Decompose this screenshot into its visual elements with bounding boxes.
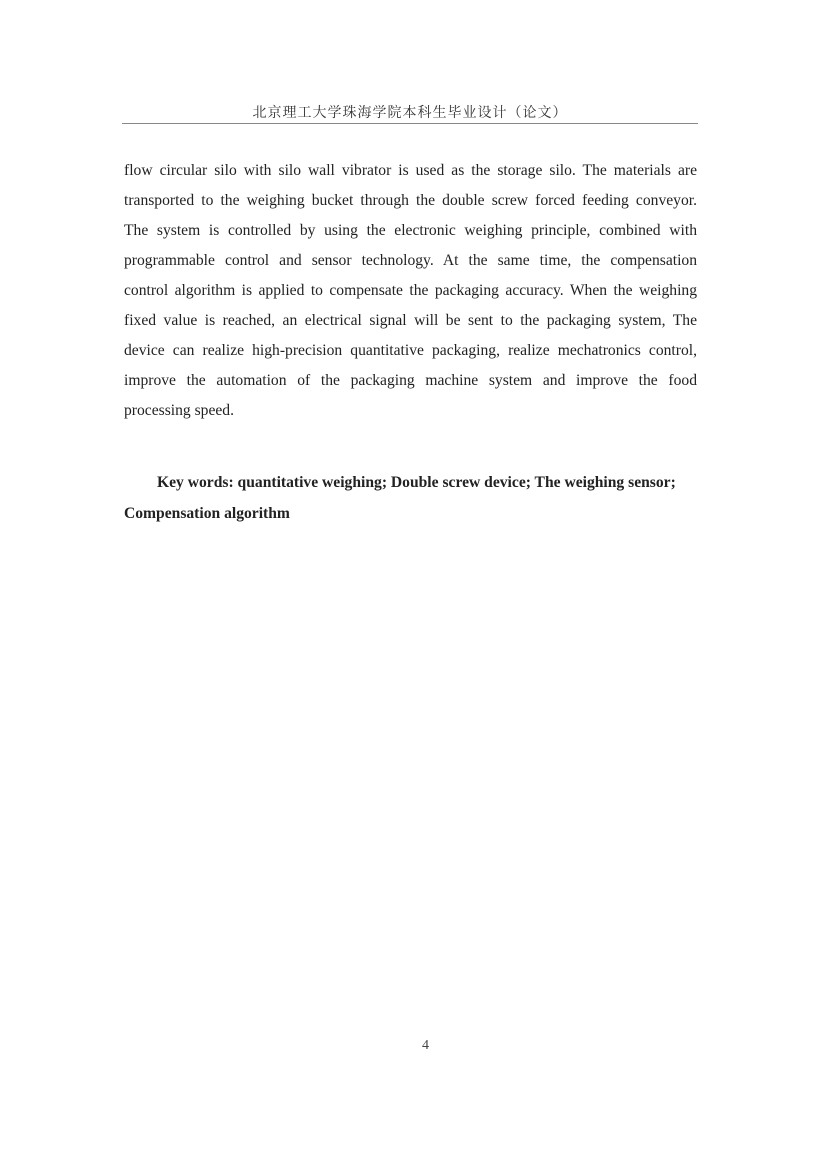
page-header: 北京理工大学珠海学院本科生毕业设计（论文） bbox=[252, 105, 568, 121]
body-line: fixed value is reached, an electrical signal will be sent to the packaging system, The bbox=[124, 312, 697, 329]
body-line: flow circular silo with silo wall vibrator is used as the storage silo. The materials are bbox=[124, 162, 697, 179]
keywords-line-2: Compensation algorithm bbox=[124, 505, 290, 522]
body-line: control algorithm is applied to compensate the packaging accuracy. When the weighing bbox=[124, 282, 697, 299]
body-line: device can realize high-precision quantitative packaging, realize mechatronics control, bbox=[124, 342, 697, 359]
page-number: 4 bbox=[422, 1038, 429, 1053]
body-line: The system is controlled by using the electronic weighing principle, combined with bbox=[124, 222, 697, 239]
keywords-line-1: Key words: quantitative weighing; Double screw device; The weighing sensor; bbox=[157, 474, 676, 491]
body-line: transported to the weighing bucket through the double screw forced feeding conveyor. bbox=[124, 192, 697, 209]
body-line: processing speed. bbox=[124, 402, 234, 419]
body-line: programmable control and sensor technology. At the same time, the compensation bbox=[124, 252, 697, 269]
header-rule bbox=[122, 123, 698, 124]
body-line: improve the automation of the packaging machine system and improve the food bbox=[124, 372, 697, 389]
